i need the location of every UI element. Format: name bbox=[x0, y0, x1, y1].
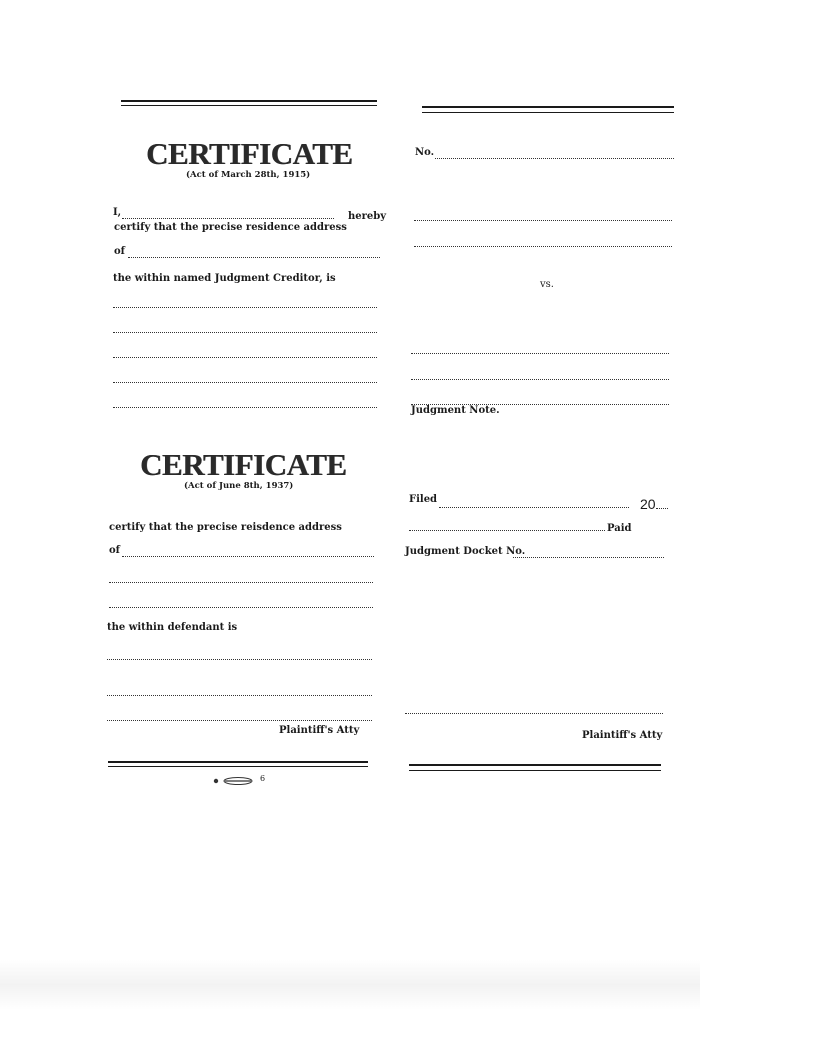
right-atty-label: Plaintiff's Atty bbox=[582, 730, 663, 741]
cert2-address-line-3[interactable] bbox=[109, 607, 373, 608]
vs-label: vs. bbox=[540, 279, 554, 290]
filed-year-prefix: 20 bbox=[640, 496, 656, 512]
paid-amount-field[interactable] bbox=[409, 530, 605, 531]
right-signature-line[interactable] bbox=[405, 713, 663, 714]
cert2-signature-line[interactable] bbox=[107, 720, 372, 721]
cert1-creditor-address-line-5[interactable] bbox=[113, 407, 377, 408]
left-top-rule bbox=[121, 100, 377, 102]
judgment-note-label: Judgment Note. bbox=[411, 405, 500, 416]
cert2-defendant-address-line-1[interactable] bbox=[107, 659, 372, 660]
cert1-creditor-address-line-3[interactable] bbox=[113, 357, 377, 358]
right-bottom-rule-2 bbox=[409, 770, 661, 771]
cert2-defendant-text: the within defendant is bbox=[107, 622, 238, 633]
filed-date-field[interactable] bbox=[439, 507, 629, 508]
certificate-1-title: CERTIFICATE bbox=[146, 136, 353, 171]
defendant-line-1[interactable] bbox=[411, 353, 669, 354]
union-label-logo bbox=[212, 772, 260, 784]
plaintiff-line-1[interactable] bbox=[414, 220, 672, 221]
cert1-of-label: of bbox=[114, 246, 125, 257]
certificate-2-act: (Act of June 8th, 1937) bbox=[184, 481, 294, 491]
cert2-of-label: of bbox=[109, 545, 120, 556]
note-number-field[interactable] bbox=[435, 158, 674, 159]
cert1-creditor-address-line-4[interactable] bbox=[113, 382, 377, 383]
cert1-creditor-text: the within named Judgment Creditor, is bbox=[113, 273, 336, 284]
certificate-1-act: (Act of March 28th, 1915) bbox=[186, 170, 311, 180]
scan-bleed-through bbox=[0, 960, 700, 1010]
filed-label: Filed bbox=[409, 494, 438, 505]
cert1-name-field[interactable] bbox=[122, 218, 334, 219]
right-top-rule bbox=[422, 106, 674, 108]
cert1-certify-text: certify that the precise residence address bbox=[114, 222, 347, 233]
no-label: No. bbox=[415, 147, 435, 158]
cert2-address-field[interactable] bbox=[122, 556, 374, 557]
paid-label: Paid bbox=[607, 523, 632, 534]
footer-mark-number: 6 bbox=[260, 774, 266, 783]
plaintiff-line-2[interactable] bbox=[414, 246, 672, 247]
left-bottom-rule bbox=[108, 761, 368, 763]
cert2-address-line-2[interactable] bbox=[109, 582, 373, 583]
cert1-i-prefix: I, bbox=[113, 207, 122, 218]
cert1-address-field[interactable] bbox=[128, 257, 380, 258]
cert2-certify-text: certify that the precise reisdence address bbox=[109, 522, 342, 533]
left-top-rule-2 bbox=[121, 105, 377, 106]
defendant-line-2[interactable] bbox=[411, 379, 669, 380]
certificate-2-title: CERTIFICATE bbox=[140, 447, 347, 482]
cert1-hereby: hereby bbox=[348, 211, 387, 222]
docket-number-field[interactable] bbox=[513, 557, 664, 558]
right-bottom-rule bbox=[409, 764, 661, 766]
cert2-atty-label: Plaintiff's Atty bbox=[279, 725, 360, 736]
filed-year-field[interactable] bbox=[656, 508, 668, 509]
docket-label: Judgment Docket No. bbox=[405, 546, 526, 557]
right-top-rule-2 bbox=[422, 112, 674, 113]
left-bottom-rule-2 bbox=[108, 766, 368, 767]
cert1-creditor-address-line-1[interactable] bbox=[113, 307, 377, 308]
cert1-creditor-address-line-2[interactable] bbox=[113, 332, 377, 333]
cert2-defendant-address-line-2[interactable] bbox=[107, 695, 372, 696]
